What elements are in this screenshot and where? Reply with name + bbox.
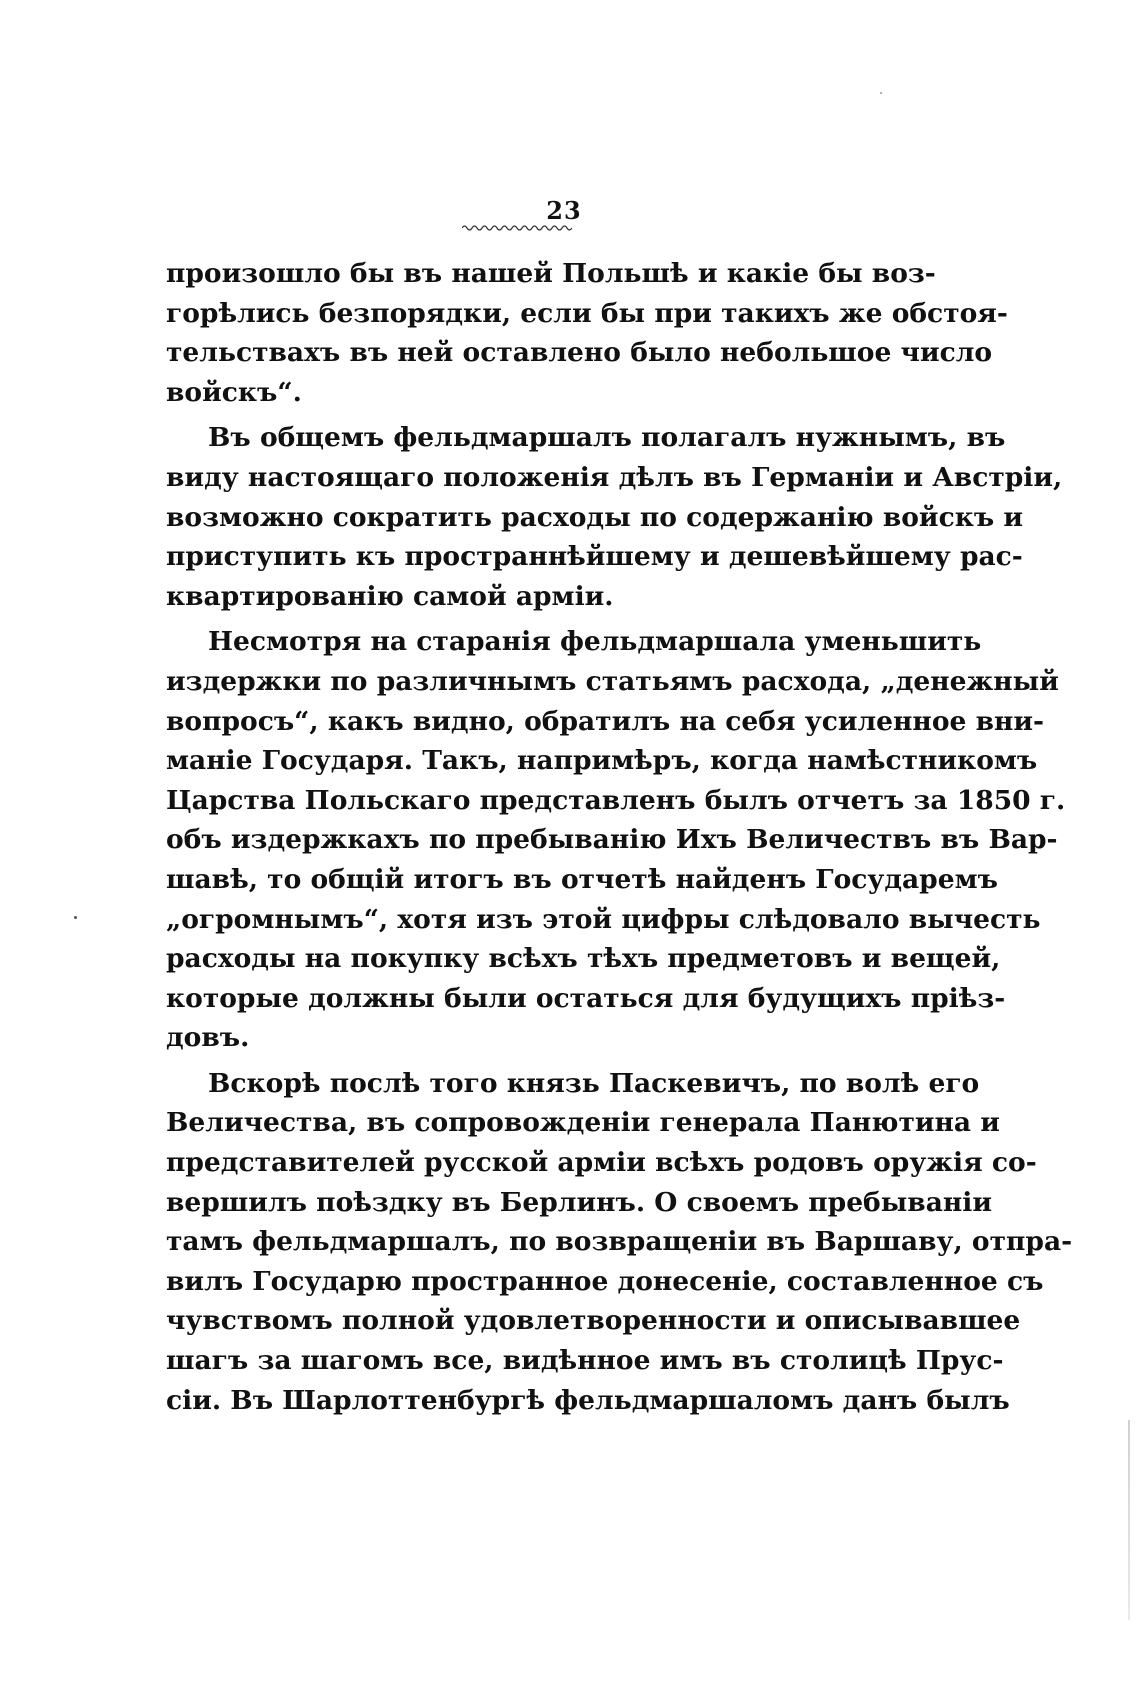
text-line: шагъ за шагомъ все, видѣнное имъ въ столицѣ Прус- [166, 1345, 1004, 1377]
text-line: квартированію самой арміи. [166, 580, 614, 612]
text-line: представителей русской арміи всѣхъ родовъ оружія со- [166, 1147, 1037, 1179]
text-line: Въ общемъ фельдмаршалъ полагалъ нужнымъ, въ [208, 422, 1006, 454]
paragraph [166, 1064, 1073, 1420]
text-line: виду настоящаго положенія дѣлъ въ Германіи и Австріи, [166, 461, 1063, 493]
scan-speck [74, 916, 77, 919]
text-line: тельствахъ въ ней оставлено было небольшое число [166, 337, 993, 369]
text-line: приступить къ пространнѣйшему и дешевѣйшему рас- [166, 541, 1023, 573]
scan-speck [880, 92, 882, 94]
paragraph [166, 622, 1066, 1058]
text-line: вилъ Государю пространное донесеніе, составленное съ [166, 1265, 1044, 1297]
text-line: чувствомъ полной удовлетворенности и описывавшее [166, 1305, 1021, 1337]
text-line: расходы на покупку всѣхъ тѣхъ предметовъ и вещей, [166, 943, 1001, 975]
text-line: войскъ“. [166, 376, 302, 408]
text-line: Несмотря на старанія фельдмаршала уменьшить [208, 626, 982, 658]
text-line: возможно сократить расходы по содержанію войскъ и [166, 501, 1024, 533]
text-line: вопросъ“, какъ видно, обратилъ на себя усиленное вни- [166, 705, 1045, 737]
text-line: сіи. Въ Шарлоттенбургѣ фельдмаршаломъ данъ былъ [166, 1384, 1010, 1416]
page-number [0, 196, 1140, 225]
page-number-text: 23 [546, 196, 582, 225]
text-line: „огромнымъ“, хотя изъ этой цифры слѣдовало вычесть [166, 903, 1041, 935]
text-line: произошло бы въ нашей Польшѣ и какіе бы воз- [166, 258, 936, 289]
text-line: Вскорѣ послѣ того князь Паскевичъ, по волѣ его [208, 1067, 980, 1099]
text-line: тамъ фельдмаршалъ, по возвращеніи въ Варшаву, отпра- [166, 1226, 1073, 1258]
text-line: которые должны были остаться для будущихъ пріѣз- [166, 982, 1006, 1014]
text-line: вершилъ поѣздку въ Берлинъ. О своемъ пребываніи [166, 1186, 992, 1218]
text-line: горѣлись безпорядки, если бы при такихъ же обстоя- [166, 297, 1008, 329]
paragraph [166, 418, 1063, 616]
paragraph [166, 254, 1008, 412]
text-line: довъ. [166, 1022, 250, 1054]
text-line: объ издержкахъ по пребыванію Ихъ Величествъ въ Вар- [166, 824, 1058, 856]
body-text [166, 254, 1073, 1420]
text-line: издержки по различнымъ статьямъ расхода, „денежный [166, 665, 1059, 697]
text-line: маніе Государя. Такъ, напримѣръ, когда намѣстникомъ [166, 745, 1038, 777]
wavy-rule-ornament [462, 224, 572, 232]
text-line: Царства Польскаго представленъ былъ отчетъ за 1850 г. [166, 784, 1066, 816]
scan-edge-shadow [1128, 1420, 1130, 1620]
text-line: шавѣ, то общій итогъ въ отчетѣ найденъ Государемъ [166, 863, 998, 895]
text-line: Величества, въ сопровожденіи генерала Панютина и [166, 1107, 1000, 1139]
